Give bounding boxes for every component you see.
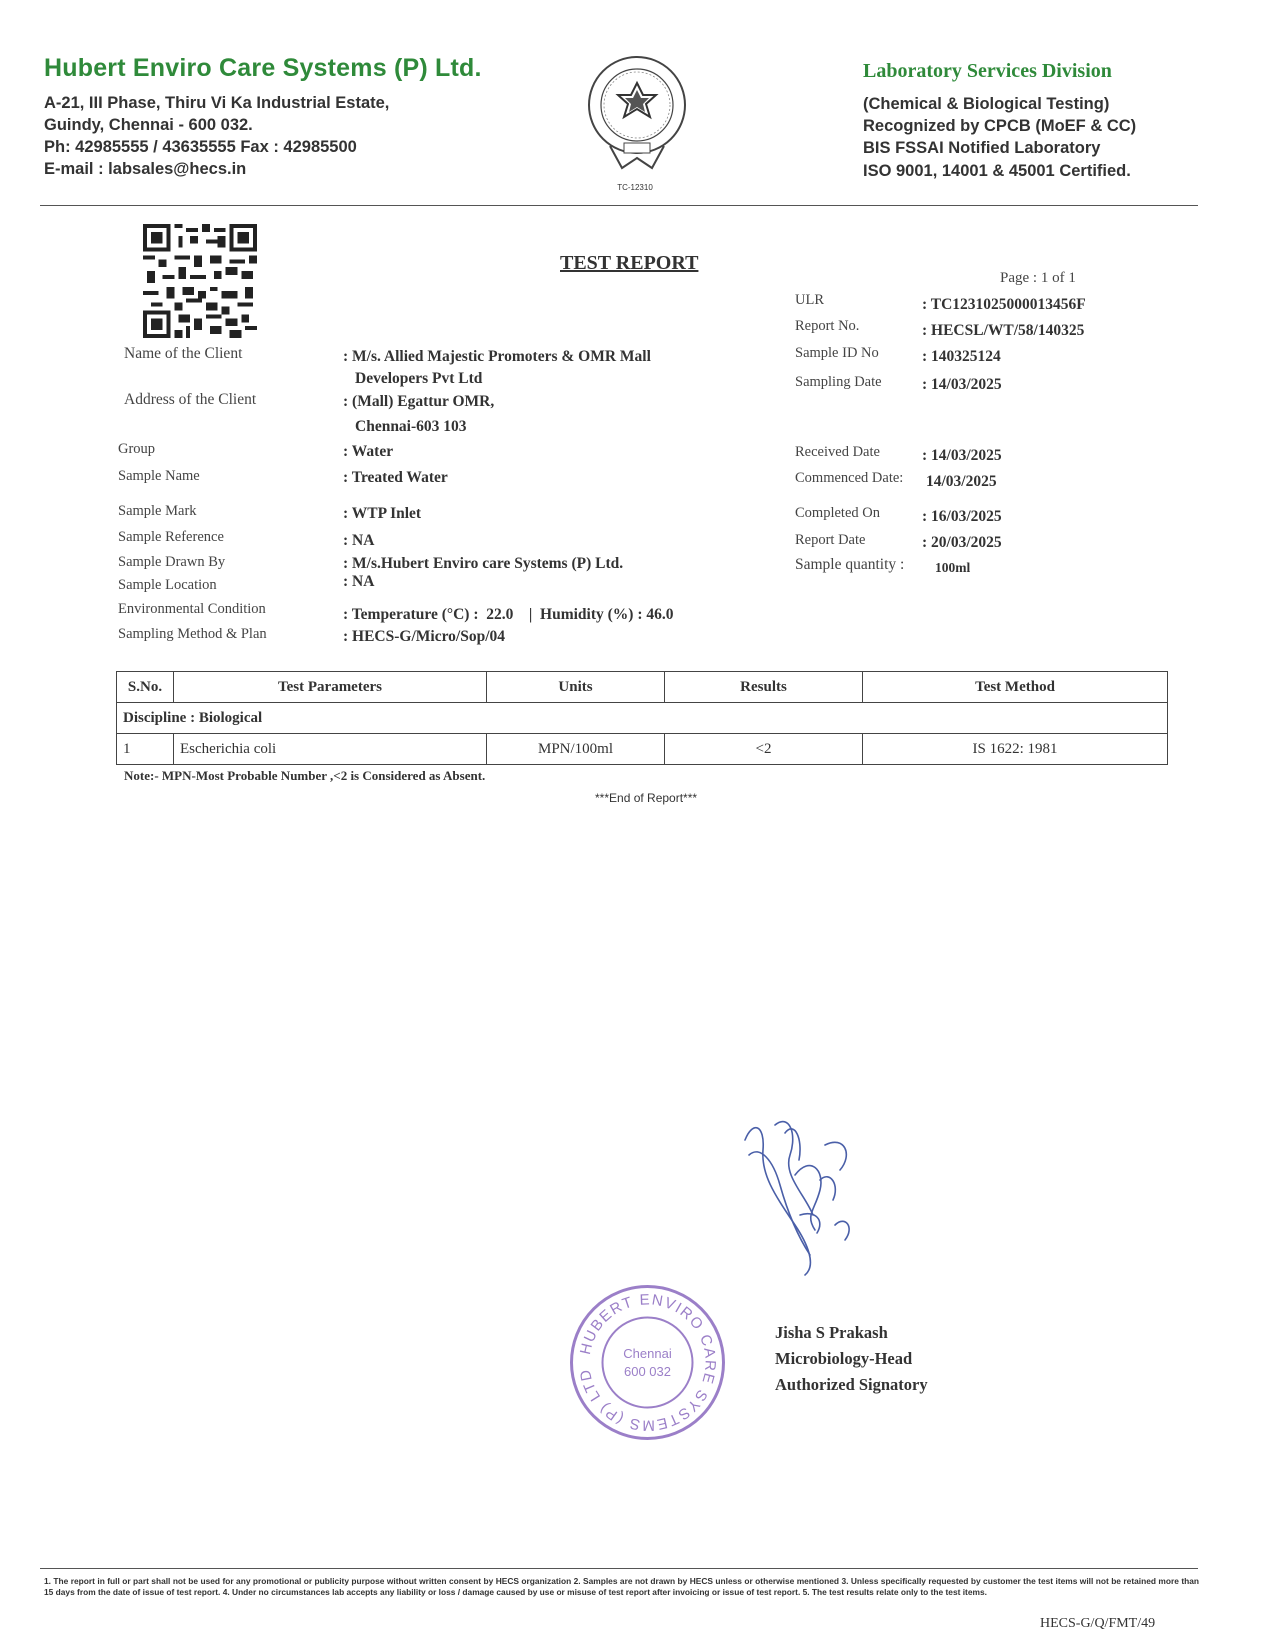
sampling-date-label: Sampling Date bbox=[795, 374, 882, 390]
signatory-role: Authorized Signatory bbox=[775, 1375, 928, 1394]
company-stamp-icon bbox=[565, 1280, 730, 1445]
division-line: Recognized by CPCB (MoEF & CC) bbox=[863, 117, 1137, 135]
completed-on-value: : 16/03/2025 bbox=[922, 508, 1002, 525]
received-date-value: : 14/03/2025 bbox=[922, 447, 1002, 464]
end-of-report: ***End of Report*** bbox=[595, 791, 698, 805]
stamp-pin: 600 032 bbox=[624, 1364, 671, 1379]
report-date-label: Report Date bbox=[795, 532, 866, 548]
sample-mark-value: : WTP Inlet bbox=[343, 505, 422, 522]
stamp-ring-text: HUBERT ENVIRO CARE SYSTEMS (P) LTD bbox=[576, 1291, 719, 1434]
signature-icon bbox=[735, 1115, 905, 1280]
report-title: TEST REPORT bbox=[560, 252, 699, 274]
cell-result: <2 bbox=[665, 734, 863, 765]
contact-email: E-mail : labsales@hecs.in bbox=[44, 160, 247, 178]
ulr-label: ULR bbox=[795, 292, 824, 308]
results-table bbox=[116, 671, 1168, 765]
signatory-title: Microbiology-Head bbox=[775, 1349, 913, 1368]
sample-name-value: : Treated Water bbox=[343, 469, 448, 486]
cell-units: MPN/100ml bbox=[487, 734, 665, 765]
environmental-condition-label: Environmental Condition bbox=[118, 601, 266, 617]
contact-phone: Ph: 42985555 / 43635555 Fax : 42985500 bbox=[44, 138, 357, 156]
footer-terms: 1. The report in full or part shall not be used for any promotional or publicity purpose without written consent by HECS organization 2. Samples are not drawn by HECS unless or otherwise mentioned 3. Unless specifically requested by customer the test items will not be retained more than 15 days from the date of issue of test report. 4. Under no circumstances lab accepts any liability or loss / damage caused by use or misuse of test report after invoicing or issue of test report. 5. The test results relate only to the test items. bbox=[44, 1576, 1199, 1597]
commenced-date-value: 14/03/2025 bbox=[926, 473, 997, 490]
sample-reference-value: : NA bbox=[343, 532, 375, 549]
cell-method: IS 1622: 1981 bbox=[863, 734, 1168, 765]
accreditation-seal-icon bbox=[582, 50, 692, 190]
col-header-parameter: Test Parameters bbox=[174, 672, 487, 703]
header-divider bbox=[40, 205, 1198, 206]
report-no-value: : HECSL/WT/58/140325 bbox=[922, 322, 1085, 339]
sample-location-value: : NA bbox=[343, 573, 375, 590]
page-number: Page : 1 of 1 bbox=[1000, 270, 1076, 286]
col-header-units: Units bbox=[487, 672, 665, 703]
sample-id-value: : 140325124 bbox=[922, 348, 1001, 365]
table-row bbox=[117, 734, 1168, 765]
client-address-value-cont: Chennai-603 103 bbox=[355, 418, 467, 435]
discipline-row bbox=[117, 703, 1168, 734]
client-name-value-cont: Developers Pvt Ltd bbox=[355, 370, 483, 387]
svg-text:HUBERT ENVIRO CARE SYSTEMS (P) bbox=[577, 1291, 719, 1433]
table-header-row bbox=[117, 672, 1168, 703]
completed-on-label: Completed On bbox=[795, 505, 880, 521]
signatory-name: Jisha S Prakash bbox=[775, 1323, 888, 1342]
stamp-city: Chennai bbox=[623, 1346, 672, 1361]
cell-sno: 1 bbox=[117, 734, 174, 765]
sample-location-label: Sample Location bbox=[118, 577, 217, 593]
received-date-label: Received Date bbox=[795, 444, 880, 460]
environmental-condition-value: : Temperature (°C) : 22.0 | Humidity (%) : 46.0 bbox=[343, 606, 674, 623]
footer-divider bbox=[40, 1568, 1198, 1569]
sampling-method-label: Sampling Method & Plan bbox=[118, 626, 267, 642]
ulr-value: : TC1231025000013456F bbox=[922, 296, 1086, 313]
client-address-value: : (Mall) Egattur OMR, bbox=[343, 393, 495, 410]
commenced-date-label: Commenced Date: bbox=[795, 470, 904, 486]
sample-mark-label: Sample Mark bbox=[118, 503, 197, 519]
qr-code-icon[interactable] bbox=[136, 224, 264, 338]
company-name: Hubert Enviro Care Systems (P) Ltd. bbox=[44, 54, 482, 82]
col-header-results: Results bbox=[665, 672, 863, 703]
division-title: Laboratory Services Division bbox=[863, 60, 1112, 82]
division-line: ISO 9001, 14001 & 45001 Certified. bbox=[863, 162, 1131, 180]
col-header-sno: S.No. bbox=[117, 672, 174, 703]
group-label: Group bbox=[118, 441, 156, 457]
report-note: Note:- MPN-Most Probable Number ,<2 is Considered as Absent. bbox=[124, 768, 486, 783]
sample-drawn-by-label: Sample Drawn By bbox=[118, 554, 226, 570]
address-line: Guindy, Chennai - 600 032. bbox=[44, 116, 253, 134]
report-date-value: : 20/03/2025 bbox=[922, 534, 1002, 551]
sample-drawn-by-value: : M/s.Hubert Enviro care Systems (P) Ltd. bbox=[343, 555, 624, 572]
division-line: (Chemical & Biological Testing) bbox=[863, 95, 1110, 113]
col-header-method: Test Method bbox=[863, 672, 1168, 703]
report-no-label: Report No. bbox=[795, 318, 860, 334]
client-name-value: : M/s. Allied Majestic Promoters & OMR Mall bbox=[343, 348, 651, 365]
sampling-date-value: : 14/03/2025 bbox=[922, 376, 1002, 393]
sample-reference-label: Sample Reference bbox=[118, 529, 224, 545]
cell-parameter: Escherichia coli bbox=[174, 734, 487, 765]
sample-name-label: Sample Name bbox=[118, 468, 200, 484]
sample-id-label: Sample ID No bbox=[795, 345, 879, 361]
client-name-label: Name of the Client bbox=[124, 345, 243, 362]
address-line: A-21, III Phase, Thiru Vi Ka Industrial Estate, bbox=[44, 94, 390, 112]
seal-code: TC-12310 bbox=[617, 183, 653, 192]
sample-quantity-value: 100ml bbox=[935, 560, 971, 575]
group-value: : Water bbox=[343, 443, 394, 460]
sampling-method-value: : HECS-G/Micro/Sop/04 bbox=[343, 628, 506, 645]
discipline-label: Discipline : Biological bbox=[117, 703, 1168, 734]
sample-quantity-label: Sample quantity : bbox=[795, 556, 905, 573]
client-address-label: Address of the Client bbox=[124, 391, 257, 408]
form-code: HECS-G/Q/FMT/49 bbox=[1040, 1616, 1156, 1631]
division-line: BIS FSSAI Notified Laboratory bbox=[863, 139, 1101, 157]
